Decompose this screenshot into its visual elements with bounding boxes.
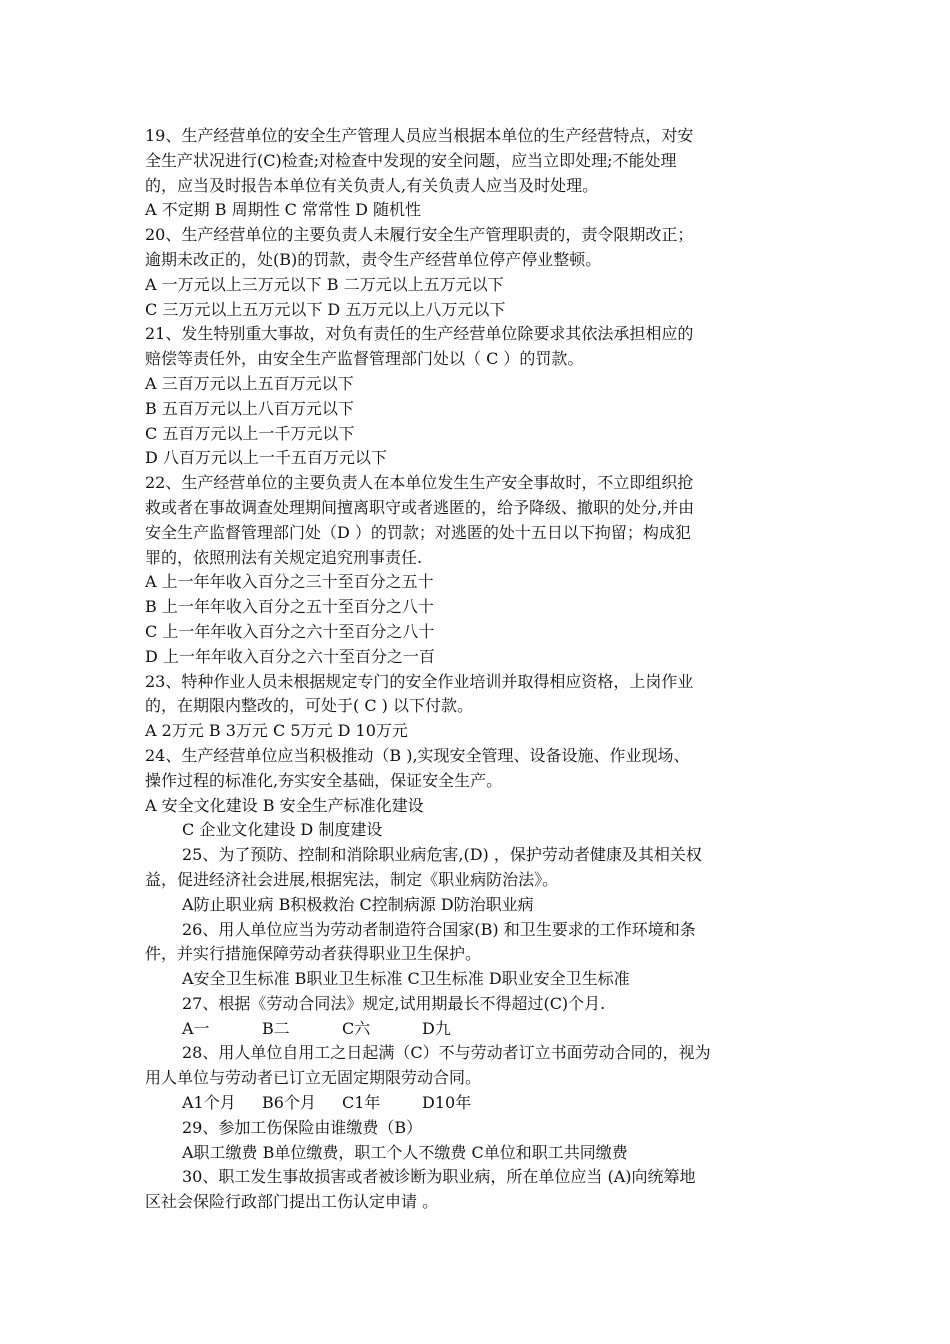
q28-options: [145, 1091, 810, 1116]
q30-line-2: 区社会保险行政部门提出工伤认定申请 。: [145, 1192, 439, 1212]
q22-option-a: A 上一年年收入百分之三十至百分之五十: [145, 572, 434, 592]
q25-options: A防止职业病 B积极救治 C控制病源 D防治职业病: [182, 894, 534, 914]
q25-line-1: 25、为了预防、控制和消除职业病危害,(D) ，保护劳动者健康及其相关权: [182, 845, 702, 865]
q26-line-1: 26、用人单位应当为劳动者制造符合国家(B) 和卫生要求的工作环境和条: [182, 919, 696, 939]
document-page: [145, 124, 810, 1215]
q19-line-3: 的，应当及时报告本单位有关负责人,有关负责人应当及时处理。: [145, 175, 599, 195]
q21-line-2: 赔偿等责任外，由安全生产监督管理部门处以（ C ）的罚款。: [145, 349, 584, 369]
q30-line-1: 30、职工发生事故损害或者被诊断为职业病，所在单位应当 (A)向统筹地: [182, 1167, 696, 1187]
q28-option-d: D10年: [422, 1093, 472, 1113]
q22-line-4: 罪的，依照刑法有关规定追究刑事责任.: [145, 547, 423, 567]
q19-line-2: 全生产状况进行(C)检查;对检查中发现的安全问题，应当立即处理;不能处理: [145, 150, 677, 170]
q20-line-1: 20、生产经营单位的主要负责人未履行安全生产管理职责的，责令限期改正；: [145, 225, 694, 245]
q22-option-c: C 上一年年收入百分之六十至百分之八十: [145, 621, 435, 641]
q27-option-c: C六: [342, 1018, 371, 1038]
q21-option-d: D 八百万元以上一千五百万元以下: [145, 448, 387, 468]
q25-line-2: 益，促进经济社会进展,根据宪法，制定《职业病防治法》。: [145, 869, 559, 889]
q27-option-d: D九: [422, 1018, 451, 1038]
q29-options: A职工缴费 B单位缴费，职工个人不缴费 C单位和职工共同缴费: [182, 1142, 628, 1162]
q23-options: A 2万元 B 3万元 C 5万元 D 10万元: [145, 721, 408, 741]
q26-line-2: 件，并实行措施保障劳动者获得职业卫生保护。: [145, 944, 482, 964]
q27-option-b: B二: [262, 1018, 290, 1038]
q20-options-cd: C 三万元以上五万元以下 D 五万元以上八万元以下: [145, 299, 506, 319]
q23-line-1: 23、特种作业人员未根据规定专门的安全作业培训并取得相应资格，上岗作业: [145, 671, 694, 691]
q24-options-cd: C 企业文化建设 D 制度建设: [182, 820, 383, 840]
q23-line-2: 的，在期限内整改的，可处于( C ) 以下付款。: [145, 696, 473, 716]
q21-option-a: A 三百万元以上五百万元以下: [145, 373, 354, 393]
q22-option-b: B 上一年年收入百分之五十至百分之八十: [145, 597, 434, 617]
q22-option-d: D 上一年年收入百分之六十至百分之一百: [145, 646, 435, 666]
q20-line-2: 逾期未改正的，处(B)的罚款，责令生产经营单位停产停业整顿。: [145, 249, 602, 269]
q24-options-ab: A 安全文化建设 B 安全生产标准化建设: [145, 795, 424, 815]
q24-line-1: 24、生产经营单位应当积极推动（B ),实现安全管理、设备设施、作业现场、: [145, 745, 690, 765]
q19-line-1: 19、生产经营单位的安全生产管理人员应当根据本单位的生产经营特点，对安: [145, 126, 694, 145]
q22-line-3: 安全生产监督管理部门处（D ）的罚款；对逃匿的处十五日以下拘留；构成犯: [145, 522, 691, 542]
q19-options: A 不定期 B 周期性 C 常常性 D 随机性: [145, 200, 421, 220]
q22-line-1: 22、生产经营单位的主要负责人在本单位发生生产安全事故时，不立即组织抢: [145, 473, 694, 493]
q24-line-2: 操作过程的标准化,夯实安全基础，保证安全生产。: [145, 770, 503, 790]
q27-option-a: A一: [182, 1018, 210, 1038]
q21-option-c: C 五百万元以上一千万元以下: [145, 423, 355, 443]
q28-line-1: 28、用人单位自用工之日起满（C）不与劳动者订立书面劳动合同的，视为: [182, 1043, 711, 1063]
q28-option-b: B6个月: [262, 1093, 316, 1113]
q20-options-ab: A 一万元以上三万元以下 B 二万元以上五万元以下: [145, 274, 504, 294]
q21-option-b: B 五百万元以上八百万元以下: [145, 398, 354, 418]
q28-option-a: A1个月: [182, 1093, 236, 1113]
q21-line-1: 21、发生特别重大事故，对负有责任的生产经营单位除要求其依法承担相应的: [145, 324, 694, 344]
q22-line-2: 救或者在事故调查处理期间擅离职守或者逃匿的，给予降级、撤职的处分,并由: [145, 497, 695, 517]
q27-line-1: 27、根据《劳动合同法》规定,试用期最长不得超过(C)个月.: [182, 993, 606, 1013]
q27-options: [145, 1017, 810, 1042]
q28-option-c: C1年: [342, 1093, 381, 1113]
q28-line-2: 用人单位与劳动者已订立无固定期限劳动合同。: [145, 1068, 482, 1088]
q29-line-1: 29、参加工伤保险由谁缴费（B）: [182, 1117, 423, 1137]
q26-options: A安全卫生标准 B职业卫生标准 C卫生标准 D职业安全卫生标准: [182, 969, 630, 989]
